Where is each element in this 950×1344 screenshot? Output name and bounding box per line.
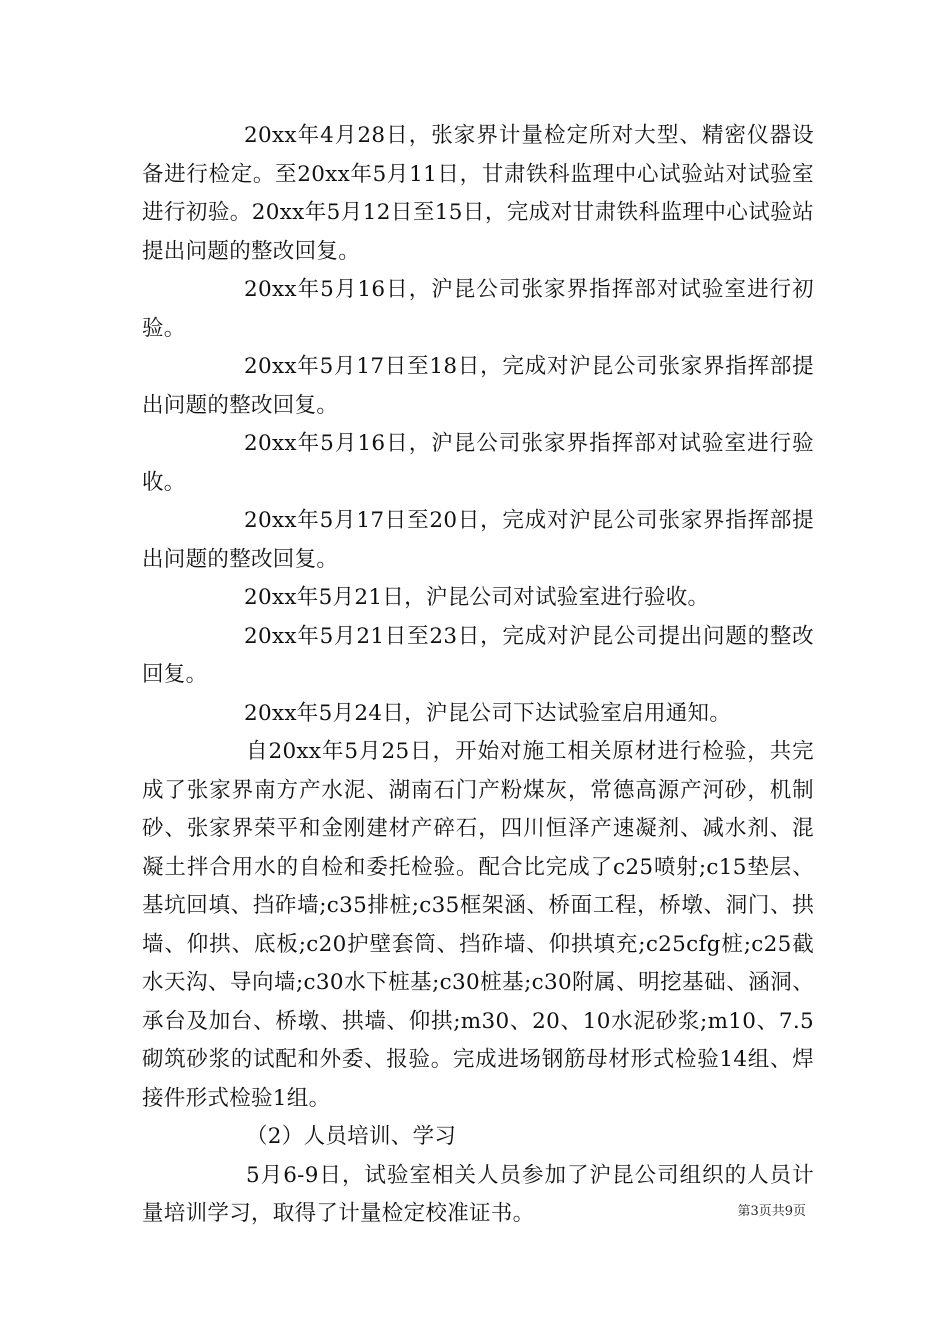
page-number-footer: 第3页共9页 [737,1204,806,1219]
paragraph-training-details: 5月6-9日，试验室相关人员参加了沪昆公司组织的人员计量培训学习，取得了计量检定校准证书。 [142,1162,814,1226]
paragraph-material-testing: 自20xx年5月25日，开始对施工相关原材进行检验，共完成了张家界南方产水泥、湖南石门产粉煤灰，常德高源产河砂，机制砂、张家界荣平和金刚建材产碎石，四川恒泽产速凝剂、减水剂、混凝土拌合用水的自检和委托检验。配合比完成了c25喷射;c15垫层、基坑回填、挡砟墙;c35排桩;c35框架涵、桥面工程，桥墩、洞门、拱墙、仰拱、底板;c20护壁套筒、挡砟墙、仰拱填充;c25cfg桩;c25截水天沟、导向墙;c30水下桩基;c30桩基;c30附属、明挖基础、涵洞、承台及加台、桥墩、拱墙、仰拱;m30、20、10水泥砂浆;m10、7.5砌筑砂浆的试配和外委、报验。完成进场钢筋母材形式检验14组、焊接件形式检验1组。 [142,739,814,1111]
paragraph-acceptance-inspection: 20xx年5月16日，沪昆公司张家界指挥部对试验室进行验收。 [142,431,814,495]
paragraph-rectification-reply-1: 20xx年5月17日至18日，完成对沪昆公司张家界指挥部提出问题的整改回复。 [142,354,814,418]
paragraph-instrument-calibration: 20xx年4月28日，张家界计量检定所对大型、精密仪器设备进行检定。至20xx年5月11日，甘肃铁科监理中心试验站对试验室进行初验。20xx年5月12日至15日，完成对甘肃铁科监理中心试验站提出问题的整改回复。 [142,123,814,264]
paragraph-rectification-reply-3: 20xx年5月21日至23日，完成对沪昆公司提出问题的整改回复。 [142,623,814,687]
section-heading-personnel-training: （2）人员培训、学习 [246,1124,457,1149]
document-body [142,117,814,1234]
paragraph-rectification-reply-2: 20xx年5月17日至20日，完成对沪昆公司张家界指挥部提出问题的整改回复。 [142,508,814,572]
paragraph-initial-inspection: 20xx年5月16日，沪昆公司张家界指挥部对试验室进行初验。 [142,277,814,341]
paragraph-activation-notice: 20xx年5月24日，沪昆公司下达试验室启用通知。 [244,700,732,726]
paragraph-company-acceptance: 20xx年5月21日，沪昆公司对试验室进行验收。 [244,585,710,610]
